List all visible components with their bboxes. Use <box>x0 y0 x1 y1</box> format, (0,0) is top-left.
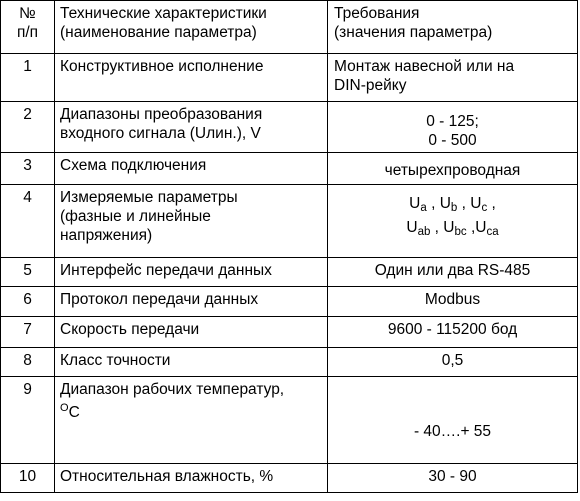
voltage-base: U <box>409 195 421 212</box>
table-row <box>1 102 578 153</box>
row-value: четырехпроводная <box>328 153 578 185</box>
header-num <box>1 1 55 54</box>
voltage-sub: bc <box>454 226 467 238</box>
table-row <box>1 464 578 493</box>
header-num-line1: № <box>19 5 36 22</box>
voltage-sep: , <box>466 219 476 236</box>
voltage-base: U <box>439 195 451 212</box>
voltage-base: U <box>475 219 487 236</box>
voltage-base: U <box>406 219 418 236</box>
row-value: Один или два RS-485 <box>328 258 578 287</box>
row-param <box>55 102 328 153</box>
table-row <box>1 258 578 287</box>
voltage-sep: , <box>457 195 471 212</box>
row-num: 8 <box>1 348 55 377</box>
header-param-line2: (наименование параметра) <box>60 24 257 41</box>
voltage-sub: a <box>420 202 427 214</box>
row-param <box>55 377 328 464</box>
line-voltages <box>328 218 577 242</box>
row-value-line1: 0 - 125; <box>426 113 479 130</box>
row-num: 5 <box>1 258 55 287</box>
voltage-sub: ca <box>486 226 499 238</box>
table-row <box>1 153 578 185</box>
voltage-sub: b <box>450 202 458 214</box>
voltage-sep: , <box>487 195 496 212</box>
table-row <box>1 287 578 317</box>
row-value-line1: Монтаж навесной или на <box>334 58 515 75</box>
row-num: 9 <box>1 377 55 464</box>
row-value-voltages <box>328 185 578 258</box>
table-row <box>1 348 578 377</box>
row-num: 3 <box>1 153 55 185</box>
row-param-line2: (фазные и линейные <box>60 208 211 225</box>
table-row <box>1 185 578 258</box>
header-num-line2: п/п <box>16 24 39 41</box>
row-value <box>328 54 578 102</box>
voltage-base: U <box>470 195 482 212</box>
header-req-line1: Требования <box>334 5 420 22</box>
voltage-base: U <box>443 219 455 236</box>
table-row <box>1 377 578 464</box>
row-param <box>55 185 328 258</box>
header-param <box>55 1 328 54</box>
header-row <box>1 1 578 54</box>
row-num: 1 <box>1 54 55 102</box>
header-param-line1: Технические характеристики <box>60 5 267 22</box>
row-num: 7 <box>1 317 55 348</box>
voltage-sep: , <box>430 219 444 236</box>
header-req <box>328 1 578 54</box>
row-num: 4 <box>1 185 55 258</box>
row-num: 6 <box>1 287 55 317</box>
row-value: 30 - 90 <box>328 464 578 493</box>
row-param-line3: напряжения) <box>60 227 153 244</box>
row-param-line1: Диапазоны преобразования <box>60 106 263 123</box>
row-param-line1: Измеряемые параметры <box>60 189 238 206</box>
table-row <box>1 317 578 348</box>
row-num: 10 <box>1 464 55 493</box>
row-param: Протокол передачи данных <box>55 287 328 317</box>
row-param-line2: входного сигнала (Uлин.), V <box>60 125 261 142</box>
voltage-sep: , <box>426 195 440 212</box>
row-value-line2: DIN-рейку <box>334 77 407 94</box>
row-param: Скорость передачи <box>55 317 328 348</box>
row-param: Класс точности <box>55 348 328 377</box>
row-value <box>328 102 578 153</box>
phase-voltages <box>328 194 577 218</box>
row-param: Конструктивное исполнение <box>55 54 328 102</box>
temperature-unit: C <box>68 404 80 421</box>
table-row <box>1 54 578 102</box>
row-value: 9600 - 115200 бод <box>328 317 578 348</box>
row-value: 0,5 <box>328 348 578 377</box>
row-param: Относительная влажность, % <box>55 464 328 493</box>
degree-symbol: O <box>60 402 69 414</box>
row-value: - 40….+ 55 <box>328 377 578 464</box>
row-param: Схема подключения <box>55 153 328 185</box>
voltage-sub: ab <box>417 226 431 238</box>
row-param-line1: Диапазон рабочих температур, <box>60 381 285 398</box>
header-req-line2: (значения параметра) <box>334 24 493 41</box>
row-value-line2: 0 - 500 <box>428 132 477 149</box>
voltage-sub: c <box>481 202 488 214</box>
row-num: 2 <box>1 102 55 153</box>
row-value: Modbus <box>328 287 578 317</box>
row-param: Интерфейс передачи данных <box>55 258 328 287</box>
